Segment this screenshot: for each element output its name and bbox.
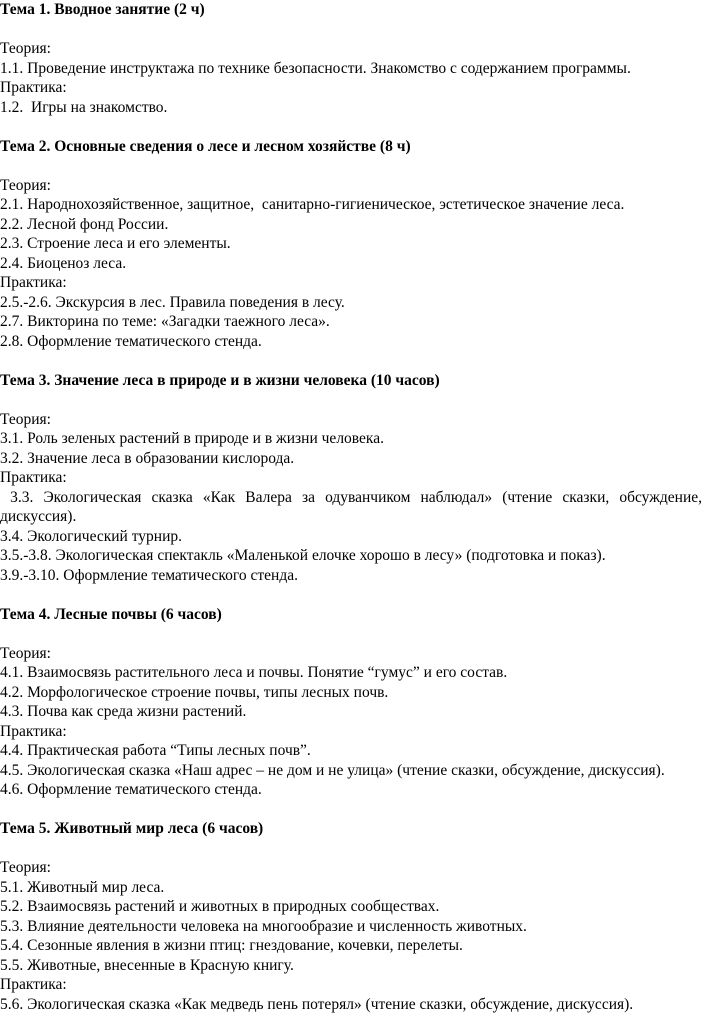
practice-item: 3.9.-3.10. Оформление тематического стенда. xyxy=(0,566,298,584)
practice-item: 2.8. Оформление тематического стенда. xyxy=(0,332,262,350)
theory-label: Теория: xyxy=(0,176,51,194)
practice-item: 5.6. Экологическая сказка «Как медведь пень потерял» (чтение сказки, обсуждение, дискуссия). xyxy=(0,995,634,1013)
theory-item: 3.2. Значение леса в образовании кислорода. xyxy=(0,449,295,467)
theory-item: 2.4. Биоценоз леса. xyxy=(0,254,127,272)
theory-item: 5.1. Животный мир леса. xyxy=(0,878,165,896)
topic-title: Тема 5. Животный мир леса (6 часов) xyxy=(0,820,264,837)
theory-item: 5.3. Влияние деятельности человека на многообразие и численность животных. xyxy=(0,917,527,935)
theory-item: 5.5. Животные, внесенные в Красную книгу. xyxy=(0,956,294,974)
theory-item: 2.3. Строение леса и его элементы. xyxy=(0,235,231,252)
topic-title: Тема 1. Вводное занятие (2 ч) xyxy=(0,1,205,18)
practice-label: Практика: xyxy=(0,274,67,291)
practice-item: 4.6. Оформление тематического стенда. xyxy=(0,781,262,798)
topic-5 xyxy=(0,819,702,1014)
theory-item: 2.1. Народнохозяйственное, защитное, санитарно-гигиеническое, эстетическое значение леса. xyxy=(0,196,625,213)
theory-label: Теория: xyxy=(0,40,51,57)
theory-item: 1.1. Проведение инструктажа по технике безопасности. Знакомство с содержанием программы. xyxy=(0,59,631,77)
topic-2 xyxy=(0,137,702,352)
theory-item: 5.2. Взаимосвязь растений и животных в природных сообществах. xyxy=(0,898,440,915)
practice-label: Практика: xyxy=(0,976,67,993)
topic-title: Тема 4. Лесные почвы (6 часов) xyxy=(0,605,222,623)
theory-item: 2.2. Лесной фонд России. xyxy=(0,215,169,233)
practice-item: 4.5. Экологическая сказка «Наш адрес – не дом и не улица» (чтение сказки, обсуждение, дискуссия). xyxy=(0,761,665,779)
practice-item: 1.2. Игры на знакомство. xyxy=(0,98,168,116)
topic-title: Тема 3. Значение леса в природе и в жизни человека (10 часов) xyxy=(0,371,440,389)
practice-item: 2.7. Викторина по теме: «Загадки таежного леса». xyxy=(0,313,330,330)
theory-item: 3.1. Роль зеленых растений в природе и в жизни человека. xyxy=(0,430,384,447)
theory-item: 4.1. Взаимосвязь растительного леса и почвы. Понятие “гумус” и его состав. xyxy=(0,664,508,681)
practice-label: Практика: xyxy=(0,79,67,96)
topic-4 xyxy=(0,605,702,800)
topic-1 xyxy=(0,0,702,117)
theory-label: Теория: xyxy=(0,644,51,662)
practice-item: 3.4. Экологический турнир. xyxy=(0,527,183,545)
practice-item: 4.4. Практическая работа “Типы лесных почв”. xyxy=(0,742,311,759)
practice-label: Практика: xyxy=(0,722,67,740)
theory-item: 4.2. Морфологическое строение почвы, типы лесных почв. xyxy=(0,683,389,701)
theory-label: Теория: xyxy=(0,859,51,876)
practice-item: 3.5.-3.8. Экологическая спектакль «Маленькой елочке хорошо в лесу» (подготовка и показ). xyxy=(0,547,606,564)
topic-title: Тема 2. Основные сведения о лесе и лесном хозяйстве (8 ч) xyxy=(0,137,411,155)
topic-3 xyxy=(0,371,702,586)
theory-label: Теория: xyxy=(0,410,51,428)
practice-item: 3.3. Экологическая сказка «Как Валера за одуванчиком наблюдал» (чтение сказки, обсуждение, дискуссия). xyxy=(0,488,703,525)
theory-item: 5.4. Сезонные явления в жизни птиц: гнездование, кочевки, перелеты. xyxy=(0,937,463,954)
practice-item: 2.5.-2.6. Экскурсия в лес. Правила поведения в лесу. xyxy=(0,293,345,311)
theory-item: 4.3. Почва как среда жизни растений. xyxy=(0,703,247,720)
practice-label: Практика: xyxy=(0,469,67,486)
